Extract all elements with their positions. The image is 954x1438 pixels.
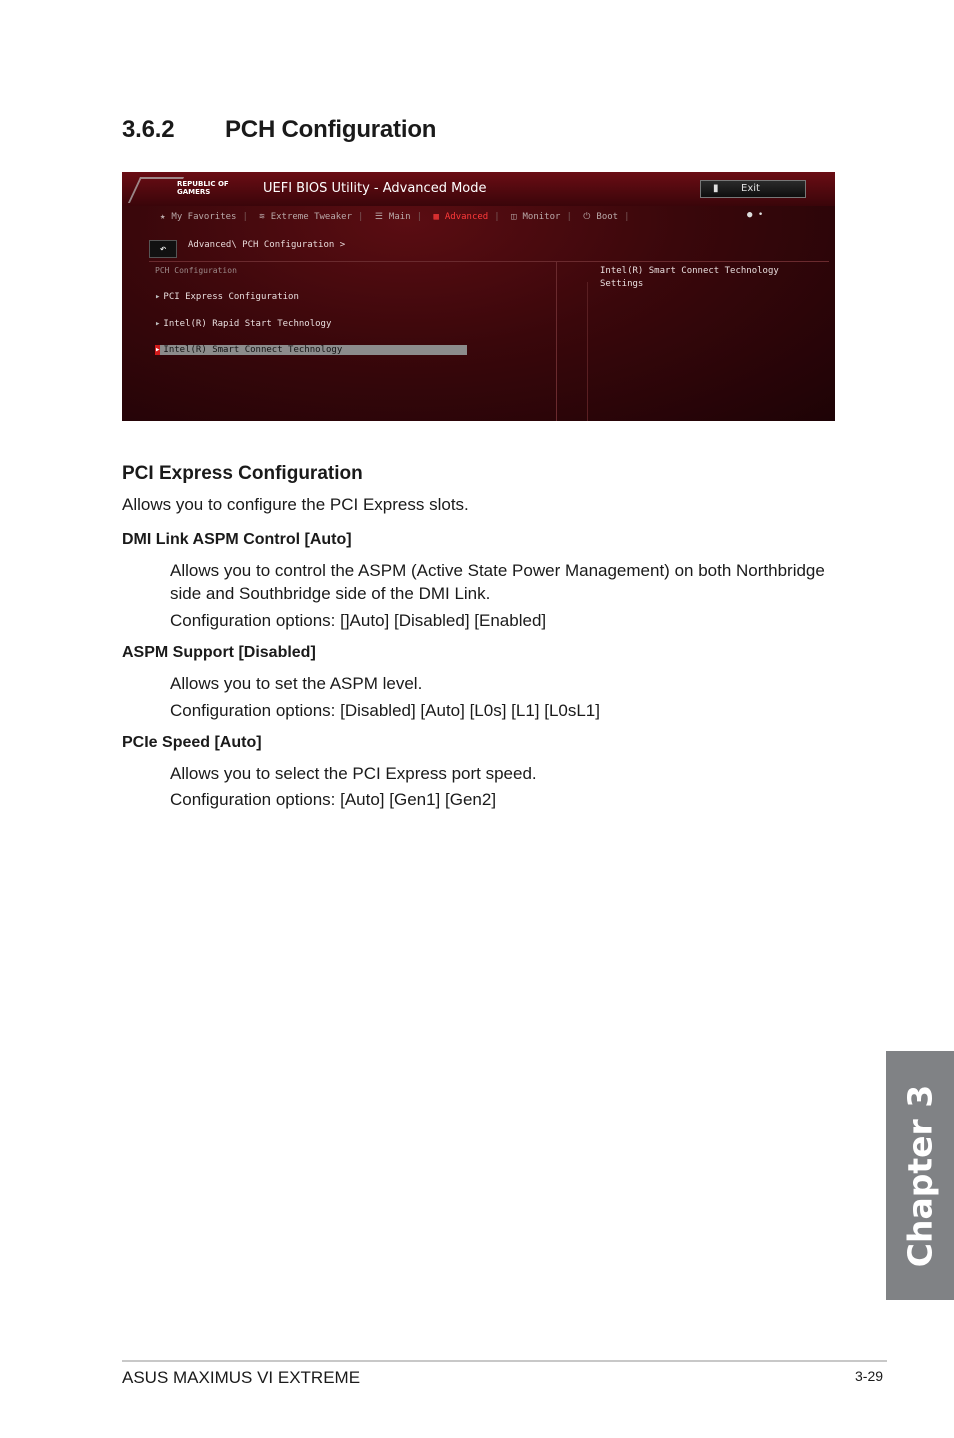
submenu-arrow-icon: ▸ bbox=[155, 319, 161, 329]
chapter-tab bbox=[886, 1051, 954, 1300]
exit-icon: ▮ bbox=[713, 183, 719, 194]
bios-item-smart-connect[interactable] bbox=[155, 345, 467, 355]
section-number: 3.6.2 bbox=[122, 116, 175, 143]
nav-advanced[interactable]: Advanced bbox=[444, 212, 489, 222]
chapter-label: Chapter 3 bbox=[900, 1084, 940, 1267]
bios-screenshot bbox=[122, 172, 835, 421]
exit-button[interactable] bbox=[700, 180, 806, 198]
submenu-arrow-icon: ▸ bbox=[155, 345, 161, 355]
bios-nav: ★ My Favorites | ≋ Extreme Tweaker | ☰ Main | ▦ Advanced | ◫ Monitor | ⏻ Boot | bbox=[160, 212, 630, 222]
bios-item-label: Intel(R) Smart Connect Technology bbox=[163, 345, 343, 355]
footer-product: ASUS MAXIMUS VI EXTREME bbox=[122, 1368, 361, 1387]
item-options: Configuration options: [Disabled] [Auto] [L0s] [L1] [L0sL1] bbox=[170, 701, 600, 720]
bios-divider bbox=[149, 261, 829, 262]
bios-item-rapid-start[interactable] bbox=[155, 319, 331, 329]
nav-my-favorites[interactable]: My Favorites bbox=[171, 212, 237, 222]
page-dots-icon: ● • bbox=[747, 210, 764, 220]
nav-main[interactable]: Main bbox=[388, 212, 411, 222]
subheading: PCI Express Configuration bbox=[122, 463, 363, 484]
back-button[interactable] bbox=[149, 240, 177, 258]
advanced-icon: ▦ bbox=[433, 212, 439, 222]
footer-rule bbox=[122, 1360, 887, 1362]
bios-help-text: Intel(R) Smart Connect Technology Settings bbox=[600, 266, 779, 289]
bios-item-label: PCI Express Configuration bbox=[163, 292, 299, 302]
submenu-arrow-icon: ▸ bbox=[155, 292, 161, 302]
back-arrow-icon: ↶ bbox=[159, 242, 167, 255]
item-title: DMI Link ASPM Control [Auto] bbox=[122, 531, 352, 548]
item-description: Allows you to control the ASPM (Active State Power Management) on both Northbridge side and Southbridge side of the DMI Link. bbox=[170, 561, 825, 603]
bios-page-label: PCH Configuration bbox=[155, 266, 237, 275]
item-description: Allows you to set the ASPM level. bbox=[170, 674, 423, 693]
nav-extreme-tweaker[interactable]: Extreme Tweaker bbox=[270, 212, 352, 222]
bios-brand: REPUBLIC OF GAMERS bbox=[177, 180, 229, 196]
bios-title: UEFI BIOS Utility - Advanced Mode bbox=[263, 181, 487, 196]
section-heading bbox=[122, 116, 436, 144]
bios-item-label: Intel(R) Rapid Start Technology bbox=[163, 319, 332, 329]
item-title: PCIe Speed [Auto] bbox=[122, 734, 262, 751]
bios-panel-divider bbox=[556, 262, 557, 421]
bios-item-pci-express[interactable] bbox=[155, 292, 299, 302]
section-title: PCH Configuration bbox=[225, 116, 437, 143]
intro-text: Allows you to configure the PCI Express slots. bbox=[122, 495, 469, 514]
list-icon: ☰ bbox=[374, 212, 383, 222]
bios-help-divider bbox=[587, 282, 588, 421]
footer-page-number: 3-29 bbox=[855, 1368, 884, 1384]
nav-boot[interactable]: Boot bbox=[596, 212, 619, 222]
monitor-icon: ◫ bbox=[511, 212, 517, 222]
tweaker-icon: ≋ bbox=[259, 212, 265, 222]
item-title: ASPM Support [Disabled] bbox=[122, 644, 316, 661]
bios-breadcrumb: Advanced\ PCH Configuration > bbox=[188, 240, 346, 250]
exit-label: Exit bbox=[741, 183, 760, 194]
item-options: Configuration options: []Auto] [Disabled] [Enabled] bbox=[170, 611, 547, 630]
star-icon: ★ bbox=[160, 212, 166, 222]
item-options: Configuration options: [Auto] [Gen1] [Gen2] bbox=[170, 790, 497, 809]
nav-monitor[interactable]: Monitor bbox=[522, 212, 561, 222]
power-icon: ⏻ bbox=[583, 212, 591, 222]
item-description: Allows you to select the PCI Express port speed. bbox=[170, 764, 537, 783]
